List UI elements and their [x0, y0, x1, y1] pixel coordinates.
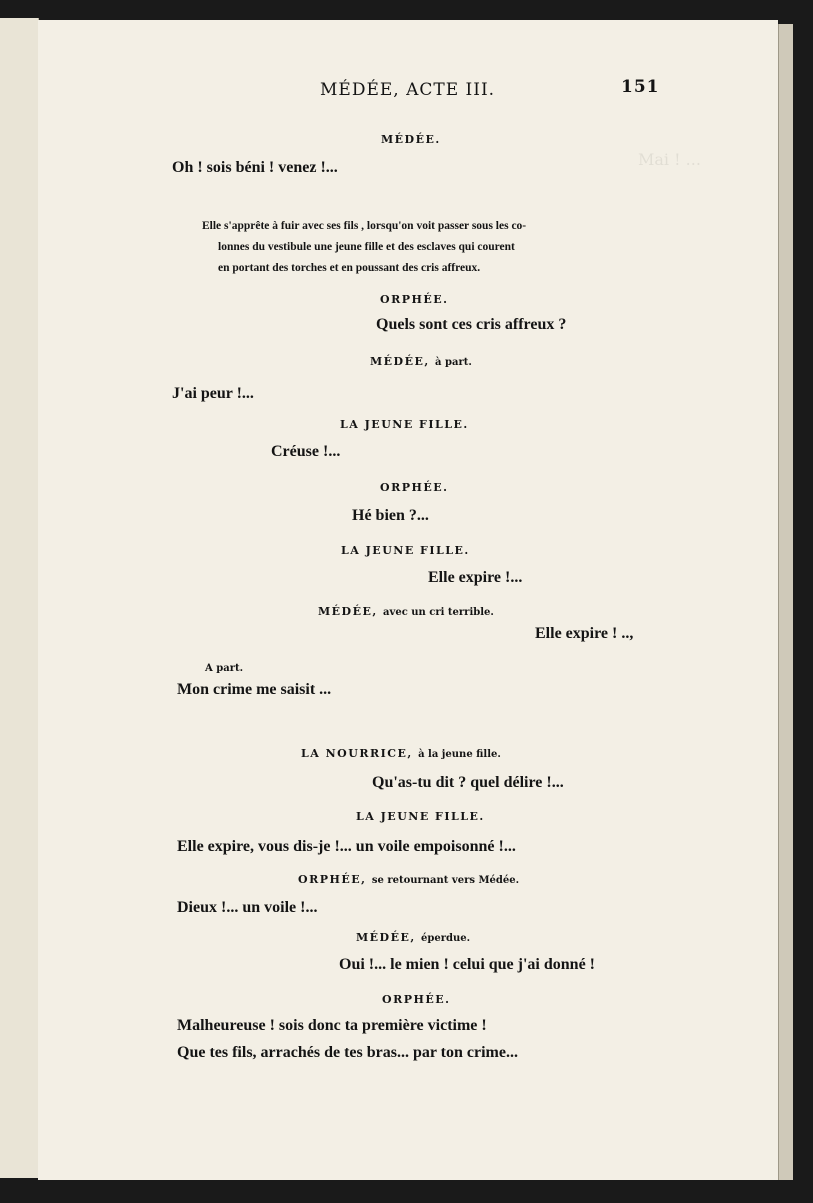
dialogue-line: Malheureuse ! sois donc ta première victime ! — [177, 1017, 487, 1034]
left-page-edge — [0, 18, 39, 1178]
speaker-label: LA JEUNE FILLE. — [341, 544, 470, 557]
stage-direction-line: Elle s'apprête à fuir avec ses fils , lorsqu'on voit passer sous les co- — [202, 220, 527, 232]
dialogue-line: Dieux !... un voile !... — [177, 899, 318, 916]
page-number: 151 — [621, 77, 660, 97]
dialogue-line: J'ai peur !... — [172, 385, 254, 402]
speaker-label: ORPHÉE, se retournant vers Médée. — [298, 873, 520, 886]
dialogue-line: Elle expire !... — [428, 569, 523, 586]
dialogue-line: Hé bien ?... — [352, 507, 429, 524]
dialogue-line: Que tes fils, arrachés de tes bras... par ton crime... — [177, 1044, 518, 1061]
right-page-edge — [778, 24, 793, 1180]
page-title: MÉDÉE, ACTE III. — [320, 80, 496, 100]
speaker-label: MÉDÉE, éperdue. — [356, 931, 471, 944]
speaker-label: ORPHÉE. — [382, 993, 451, 1006]
stage-direction-line: en portant des torches et en poussant des cris affreux. — [218, 262, 481, 274]
dialogue-line: Oui !... le mien ! celui que j'ai donné ! — [339, 956, 595, 973]
dialogue-line: Créuse !... — [271, 443, 341, 460]
speaker-label: LA NOURRICE, à la jeune fille. — [301, 747, 501, 760]
show-through-text: Mai ! ... — [638, 150, 701, 169]
book-page — [38, 20, 778, 1180]
dialogue-line: Quels sont ces cris affreux ? — [376, 316, 567, 333]
dialogue-line: Qu'as-tu dit ? quel délire !... — [372, 774, 564, 791]
speaker-label: LA JEUNE FILLE. — [340, 418, 469, 431]
dialogue-line: Elle expire ! .., — [535, 625, 634, 642]
speaker-label: MÉDÉE, à part. — [370, 355, 472, 368]
aside-label: A part. — [205, 663, 244, 674]
dialogue-line: Oh ! sois béni ! venez !... — [172, 159, 338, 176]
speaker-label: MÉDÉE, avec un cri terrible. — [318, 605, 494, 618]
speaker-label: LA JEUNE FILLE. — [356, 810, 485, 823]
speaker-label: ORPHÉE. — [380, 481, 449, 494]
dialogue-line: Mon crime me saisit ... — [177, 681, 332, 698]
stage-direction-line: lonnes du vestibule une jeune fille et des esclaves qui courent — [218, 241, 515, 253]
speaker-label: ORPHÉE. — [380, 293, 449, 306]
speaker-label: MÉDÉE. — [381, 133, 441, 146]
dialogue-line: Elle expire, vous dis-je !... un voile empoisonné !... — [177, 838, 516, 855]
